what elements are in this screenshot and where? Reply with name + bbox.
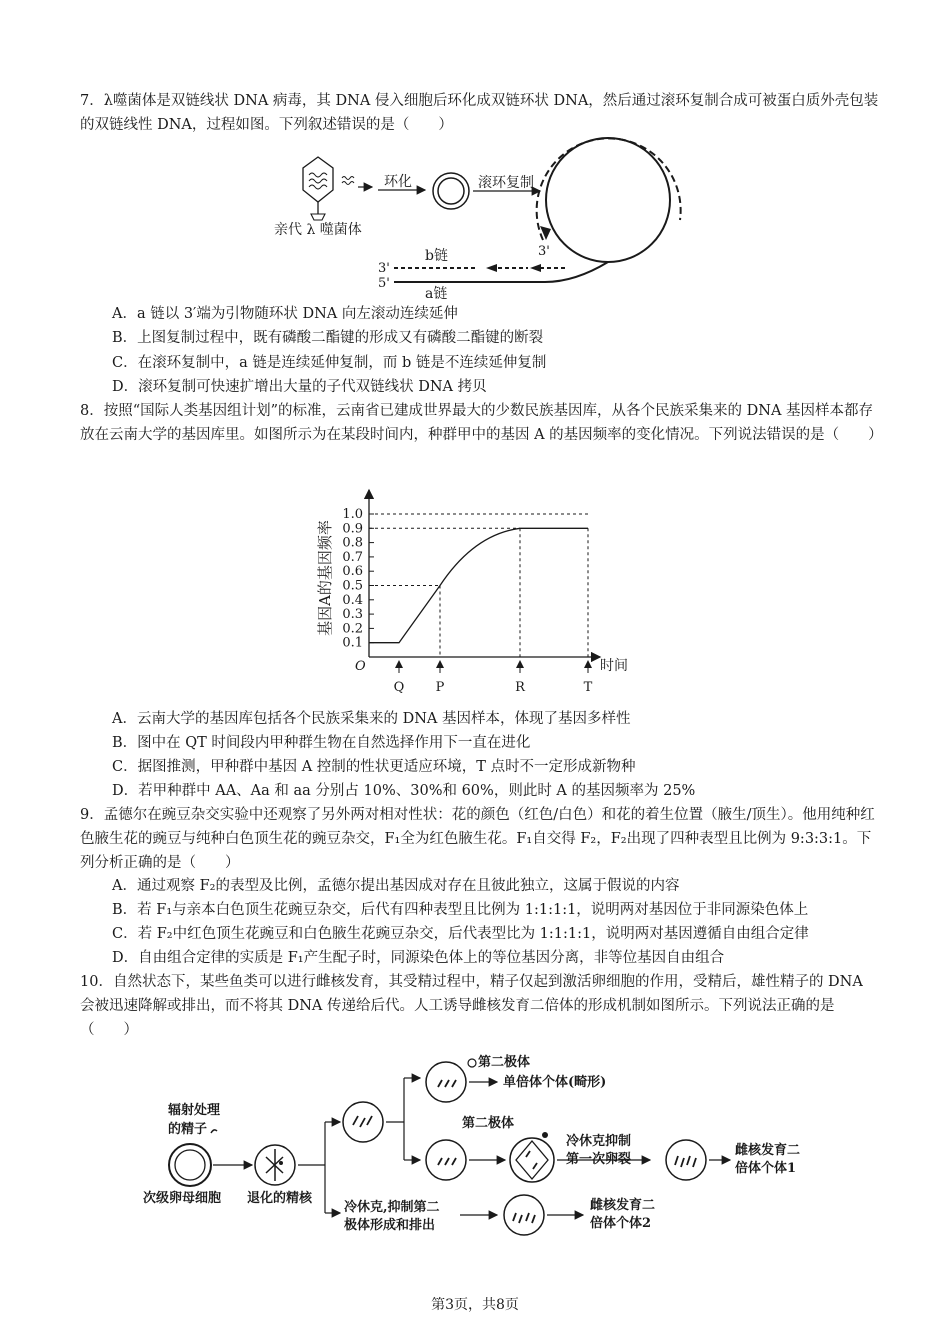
q9-stem: 9．孟德尔在豌豆杂交实验中还观察了另外两对相对性状：花的颜色（红色/白色）和花的着生位置（腋生/顶生）。他用纯种红色腋生花的豌豆与纯种白色顶生花的豌豆杂交，F₁全为红色腋生花。F₁自交得 F₂，F₂出现了四种表型且比例为 9:3:3:1。下列分析正确的是（ ） bbox=[80, 807, 875, 871]
a-chain bbox=[394, 262, 608, 282]
x-tick-label: T bbox=[583, 680, 593, 695]
q9-option-b: B．若 F₁与亲本白色顶生花豌豆杂交，后代有四种表型且比例为 1:1:1:1，说明两对基因位于非同源染色体上 bbox=[112, 902, 809, 918]
q8-stem: 8．按照“国际人类基因组计划”的标准，云南省已建成世界最大的少数民族基因库，从各个民族采集来的 DNA 基因样本都存放在云南大学的基因库里。如图所示为在某段时间内，种群甲中的基因 A 的基因频率的变化情况。下列说法错误的是（ ） bbox=[80, 403, 883, 443]
diploid-cell-1 bbox=[666, 1140, 706, 1180]
haploid-cell bbox=[426, 1062, 466, 1102]
y-tick-label: 1.0 bbox=[342, 507, 363, 522]
x-tick-label: P bbox=[435, 680, 445, 695]
origin-label: O bbox=[355, 659, 366, 674]
phage-icon bbox=[303, 157, 333, 220]
haploid-label: 单倍体个体(畸形) bbox=[503, 1075, 607, 1090]
x-tick-label: Q bbox=[393, 680, 405, 695]
y-tick-label: 0.6 bbox=[342, 564, 363, 580]
parent-phage-label: 亲代 λ 噬菌体 bbox=[274, 222, 362, 238]
q8-option-c: C．据图推测，甲种群中基因 A 控制的性状更适应环境，T 点时不一定形成新物种 bbox=[112, 759, 636, 775]
cold-shock-2-label-1: 冷休克,抑制第二 bbox=[344, 1200, 440, 1215]
diploid-cell-2 bbox=[504, 1195, 544, 1235]
end-5: 5' bbox=[378, 276, 390, 291]
linear-dna-icon bbox=[342, 177, 354, 185]
y-tick-label: 0.3 bbox=[342, 607, 363, 623]
q8-option-b: B．图中在 QT 时间段内甲种群生物在自然选择作用下一直在进化 bbox=[112, 735, 531, 751]
gyno-1-label-2: 倍体个体1 bbox=[735, 1161, 797, 1176]
q8-option-a: A．云南大学的基因库包括各个民族采集来的 DNA 基因样本，体现了基因多样性 bbox=[112, 711, 631, 727]
page-footer: 第3页，共8页 bbox=[431, 1297, 519, 1313]
y-axis-label: 基因A的基因频率 bbox=[316, 520, 334, 636]
new-strand-dashed bbox=[537, 138, 681, 240]
y-tick-label: 0.5 bbox=[342, 578, 363, 594]
a-chain-label: a链 bbox=[425, 286, 448, 302]
x-axis-label: 时间 bbox=[600, 658, 628, 674]
end-3-top: 3' bbox=[378, 261, 390, 276]
irradiated-sperm-label-1: 辐射处理 bbox=[168, 1103, 221, 1118]
x-tick-label: R bbox=[515, 680, 525, 695]
y-tick-label: 0.8 bbox=[342, 535, 363, 551]
polar-body-top-label: 第二极体 bbox=[478, 1055, 531, 1070]
y-tick-label: 0.1 bbox=[342, 635, 363, 651]
q7-option-b: B．上图复制过程中，既有磷酸二酯键的形成又有磷酸二酯键的断裂 bbox=[112, 330, 544, 346]
q8-gene-frequency-chart bbox=[0, 480, 950, 700]
q7-stem: 7．λ噬菌体是双链线状 DNA 病毒，其 DNA 侵入细胞后环化成双链环状 DNA，然后通过滚环复制合成可被蛋白质外壳包装的双链线性 DNA，过程如图。下列叙述错误的是（ ） bbox=[80, 93, 879, 133]
oocyte-label: 次级卵母细胞 bbox=[143, 1191, 222, 1206]
y-tick-label: 0.7 bbox=[342, 549, 363, 565]
rolling-label: 滚环复制 bbox=[478, 175, 534, 191]
rolling-circle-template bbox=[546, 138, 670, 262]
q10-gynogenesis-diagram bbox=[0, 1045, 950, 1245]
irradiated-sperm-label-2: 的精子 bbox=[168, 1122, 208, 1137]
q9-option-a: A．通过观察 F₂的表型及比例，孟德尔提出基因成对存在且彼此独立，这属于假说的内容 bbox=[112, 878, 680, 894]
q7-rolling-circle-diagram bbox=[0, 0, 950, 310]
gyno-1-label-1: 雌核发育二 bbox=[735, 1143, 801, 1158]
q9-option-c: C．若 F₂中红色顶生花豌豆和白色腋生花豌豆杂交，后代表型比为 1:1:1:1，说明两对基因遵循自由组合定律 bbox=[112, 926, 809, 942]
cold-shock-2-label-2: 极体形成和排出 bbox=[344, 1218, 436, 1233]
y-tick-label: 0.9 bbox=[342, 521, 363, 537]
y-tick-label: 0.2 bbox=[342, 621, 363, 637]
y-tick-label: 0.4 bbox=[342, 592, 363, 608]
middle-cell bbox=[426, 1140, 466, 1180]
gyno-2-label-2: 倍体个体2 bbox=[590, 1216, 652, 1231]
gyno-2-label-1: 雌核发育二 bbox=[590, 1198, 656, 1213]
degenerated-nucleus-label: 退化的精核 bbox=[247, 1191, 313, 1206]
q7-option-d: D．滚环复制可快速扩增出大量的子代双链线状 DNA 拷贝 bbox=[112, 379, 487, 395]
q8-option-d: D．若甲种群中 AA、Aa 和 aa 分别占 10%、30%和 60%，则此时 A 的基因频率为 25% bbox=[112, 783, 696, 799]
b-chain-label: b链 bbox=[425, 248, 448, 264]
end-3-ring: 3' bbox=[538, 244, 550, 259]
cyclize-label: 环化 bbox=[384, 174, 412, 190]
cold-shock-1-label-1: 冷休克抑制 bbox=[566, 1134, 632, 1149]
q9-option-d: D．自由组合定律的实质是 F₁产生配子时，同源染色体上的等位基因分离，非等位基因自由组合 bbox=[112, 950, 725, 966]
q7-option-a: A．a 链以 3′端为引物随环状 DNA 向左滚动连续延伸 bbox=[112, 306, 458, 322]
q7-option-c: C．在滚环复制中，a 链是连续延伸复制，而 b 链是不连续延伸复制 bbox=[112, 355, 547, 371]
sperm-icon bbox=[211, 1130, 217, 1133]
polar-body-mid-label: 第二极体 bbox=[462, 1116, 515, 1131]
q10-stem: 10．自然状态下，某些鱼类可以进行雌核发育，其受精过程中，精子仅起到激活卵细胞的作用，受精后，雄性精子的 DNA 会被迅速降解或排出，而不将其 DNA 传递给后代。人工诱导雌核发育二倍体的形成机制如图所示。下列说法正确的是（ ） bbox=[80, 974, 863, 1038]
cold-shock-1-label-2: 第一次卵裂 bbox=[566, 1152, 632, 1167]
